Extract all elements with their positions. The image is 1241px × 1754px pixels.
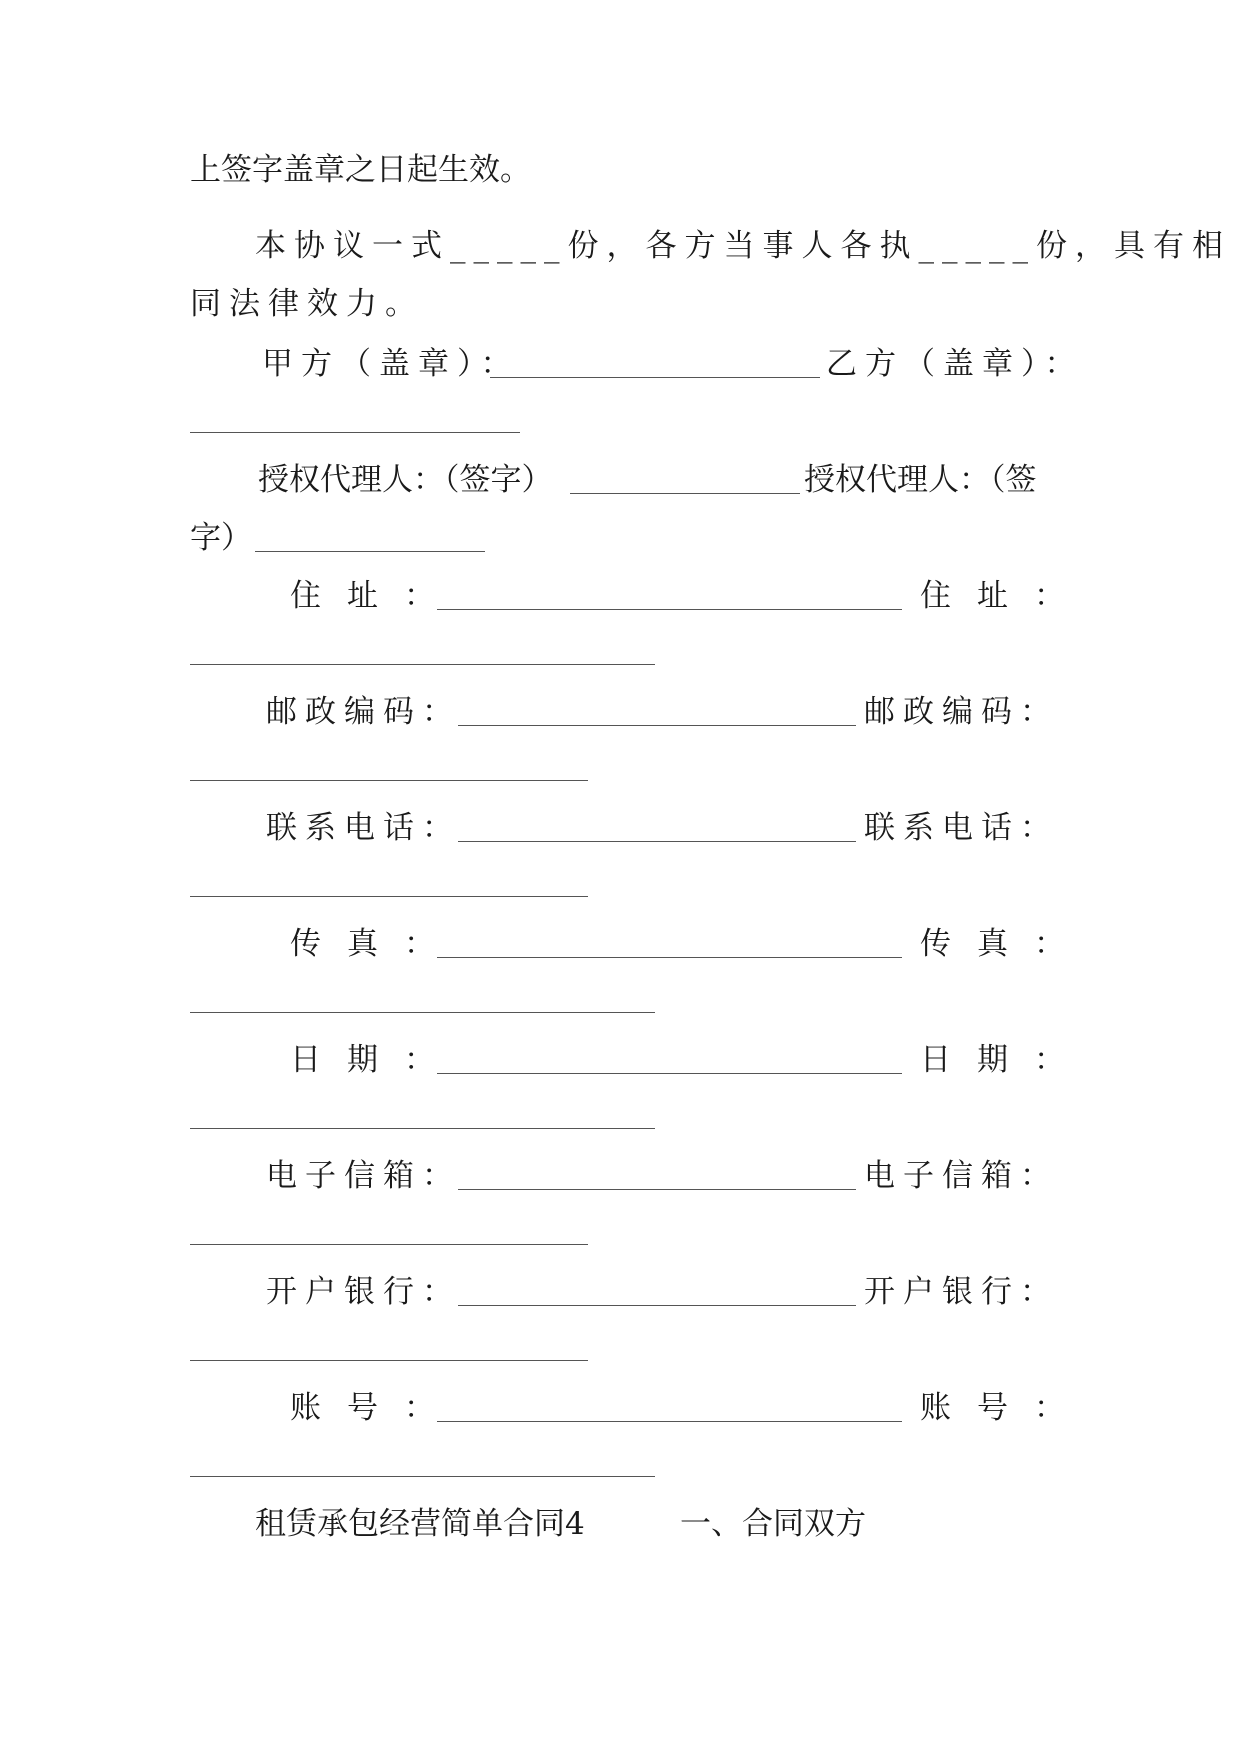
account-label-a: 账号： bbox=[290, 1390, 461, 1426]
address-label-a: 住址： bbox=[290, 578, 461, 614]
next-contract-section: 一、合同双方 bbox=[680, 1506, 866, 1542]
email-label-b: 电子信箱： bbox=[864, 1158, 1059, 1194]
account-label-b: 账号： bbox=[920, 1390, 1091, 1426]
email-line-b bbox=[190, 1244, 588, 1245]
phone-label-b: 联系电话： bbox=[864, 810, 1059, 846]
bank-line-a bbox=[458, 1305, 856, 1306]
address-line-b bbox=[190, 664, 655, 665]
postal-code-line-a bbox=[458, 725, 856, 726]
account-line-b bbox=[190, 1476, 655, 1477]
paragraph-copies-line1: 本协议一式_____份，各方当事人各执_____份，具有相 bbox=[255, 228, 1231, 264]
date-label-a: 日期： bbox=[290, 1042, 461, 1078]
bank-line-b bbox=[190, 1360, 588, 1361]
date-line-b bbox=[190, 1128, 655, 1129]
fax-label-b: 传真： bbox=[920, 926, 1091, 962]
phone-label-a: 联系电话： bbox=[266, 810, 461, 846]
address-line-a bbox=[437, 609, 902, 610]
party-b-seal-line bbox=[190, 432, 520, 433]
postal-code-label-b: 邮政编码： bbox=[864, 694, 1059, 730]
phone-line-b bbox=[190, 896, 588, 897]
party-a-seal-line bbox=[490, 377, 820, 378]
email-label-a: 电子信箱： bbox=[266, 1158, 461, 1194]
party-a-seal-label: 甲方（盖章）： bbox=[262, 346, 520, 382]
phone-line-a bbox=[458, 841, 856, 842]
agent-sign-a-label: 授权代理人：（签字） bbox=[258, 462, 553, 498]
date-line-a bbox=[437, 1073, 902, 1074]
next-contract-title: 租赁承包经营简单合同4 bbox=[255, 1506, 585, 1542]
paragraph-effective-clause: 上签字盖章之日起生效。 bbox=[190, 152, 531, 188]
postal-code-line-b bbox=[190, 780, 588, 781]
agent-sign-b-label-cont: 字） bbox=[190, 520, 252, 556]
account-line-a bbox=[437, 1421, 902, 1422]
party-b-seal-label: 乙方（盖章）： bbox=[826, 346, 1084, 382]
email-line-a bbox=[458, 1189, 856, 1190]
bank-label-b: 开户银行： bbox=[864, 1274, 1059, 1310]
date-label-b: 日期： bbox=[920, 1042, 1091, 1078]
fax-line-b bbox=[190, 1012, 655, 1013]
address-label-b: 住址： bbox=[920, 578, 1091, 614]
fax-label-a: 传真： bbox=[290, 926, 461, 962]
bank-label-a: 开户银行： bbox=[266, 1274, 461, 1310]
agent-sign-b-line bbox=[255, 551, 485, 552]
agent-sign-b-label: 授权代理人：（签 bbox=[804, 462, 1037, 498]
paragraph-copies-line2: 同法律效力。 bbox=[190, 286, 424, 322]
fax-line-a bbox=[437, 957, 902, 958]
agent-sign-a-line bbox=[570, 493, 800, 494]
postal-code-label-a: 邮政编码： bbox=[266, 694, 461, 730]
